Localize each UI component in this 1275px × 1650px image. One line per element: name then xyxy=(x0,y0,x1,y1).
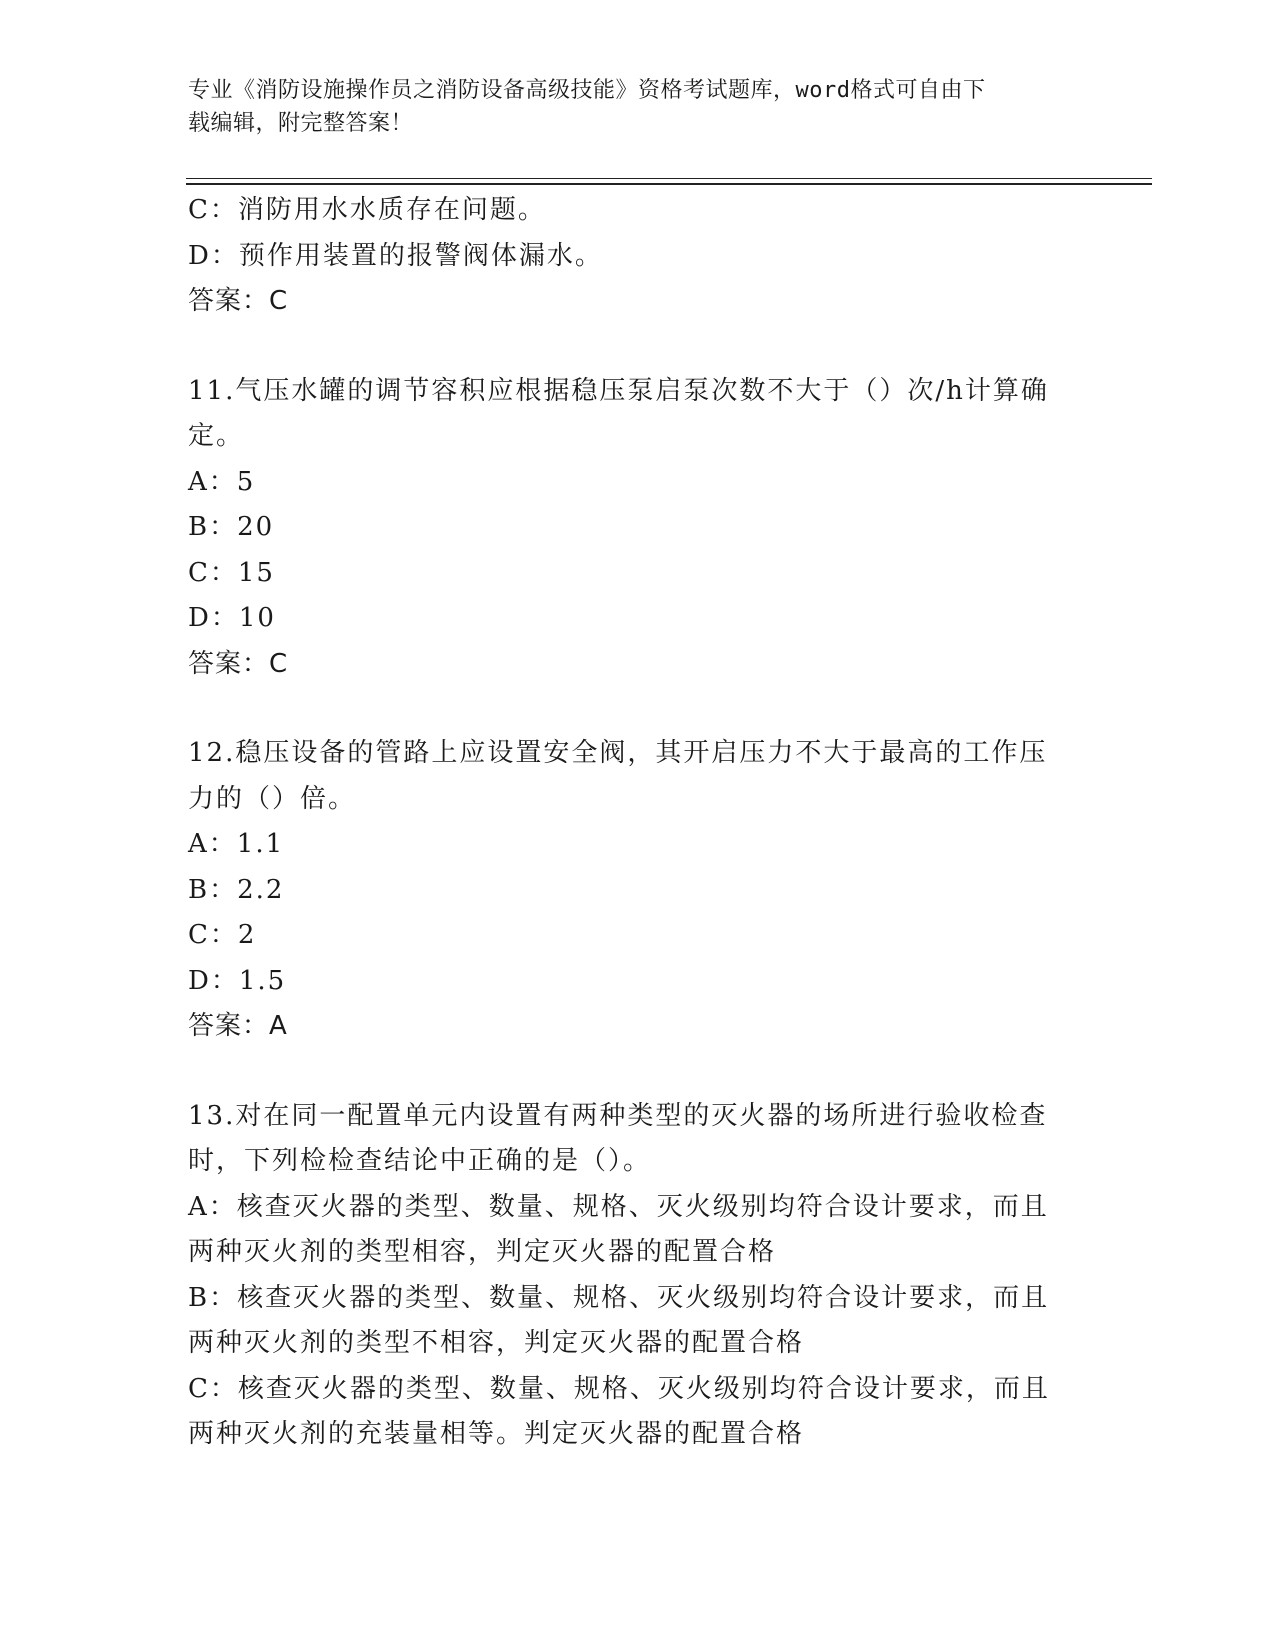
option-c: C：2 xyxy=(188,920,257,950)
header-line-1: 专业《消防设施操作员之消防设备高级技能》资格考试题库，word格式可自由下 xyxy=(188,78,986,103)
header-divider xyxy=(186,178,1152,185)
option-b: B：2.2 xyxy=(188,874,285,905)
question-11 xyxy=(188,369,1088,688)
document-header xyxy=(188,74,1088,140)
option-d: D：预作用装置的报警阀体漏水。 xyxy=(188,240,603,271)
spacer xyxy=(188,687,1088,731)
question-13 xyxy=(188,1094,1088,1458)
answer: 答案：A xyxy=(188,1011,288,1041)
header-line-2: 载编辑，附完整答案！ xyxy=(188,111,414,136)
option-c: C：15 xyxy=(188,557,275,588)
option-a-cont: 两种灭火剂的类型相容，判定灭火器的配置合格 xyxy=(188,1237,777,1267)
document-body xyxy=(188,188,1088,1458)
option-a: A：5 xyxy=(188,466,256,497)
option-a: A：1.1 xyxy=(188,829,285,859)
question-stem-cont: 时，下列检检查结论中正确的是（）。 xyxy=(188,1146,652,1176)
question-stem-cont: 定。 xyxy=(188,421,245,451)
option-c-cont: 两种灭火剂的充装量相等。判定灭火器的配置合格 xyxy=(188,1419,805,1449)
option-d: D：1.5 xyxy=(188,965,287,996)
option-c: C：核查灭火器的类型、数量、规格、灭火级别均符合设计要求，而且 xyxy=(188,1373,1050,1404)
question-stem: 11.气压水罐的调节容积应根据稳压泵启泵次数不大于（）次/h计算确 xyxy=(188,375,1049,406)
option-b-cont: 两种灭火剂的类型不相容，判定灭火器的配置合格 xyxy=(188,1328,805,1358)
option-b: B：20 xyxy=(188,512,275,542)
answer: 答案：C xyxy=(188,286,289,316)
option-a: A：核查灭火器的类型、数量、规格、灭火级别均符合设计要求，而且 xyxy=(188,1191,1049,1222)
option-b: B：核查灭火器的类型、数量、规格、灭火级别均符合设计要求，而且 xyxy=(188,1282,1050,1313)
spacer xyxy=(188,325,1088,369)
option-c: C：消防用水水质存在问题。 xyxy=(188,195,546,225)
question-stem: 13.对在同一配置单元内设置有两种类型的灭火器的场所进行验收检查 xyxy=(188,1100,1048,1131)
spacer xyxy=(188,1050,1088,1094)
option-d: D：10 xyxy=(188,603,276,633)
question-10-tail xyxy=(188,188,1088,325)
question-stem: 12.稳压设备的管路上应设置安全阀，其开启压力不大于最高的工作压 xyxy=(188,738,1048,768)
question-stem-cont: 力的（）倍。 xyxy=(188,783,357,814)
answer: 答案：C xyxy=(188,648,289,679)
question-12 xyxy=(188,731,1088,1050)
